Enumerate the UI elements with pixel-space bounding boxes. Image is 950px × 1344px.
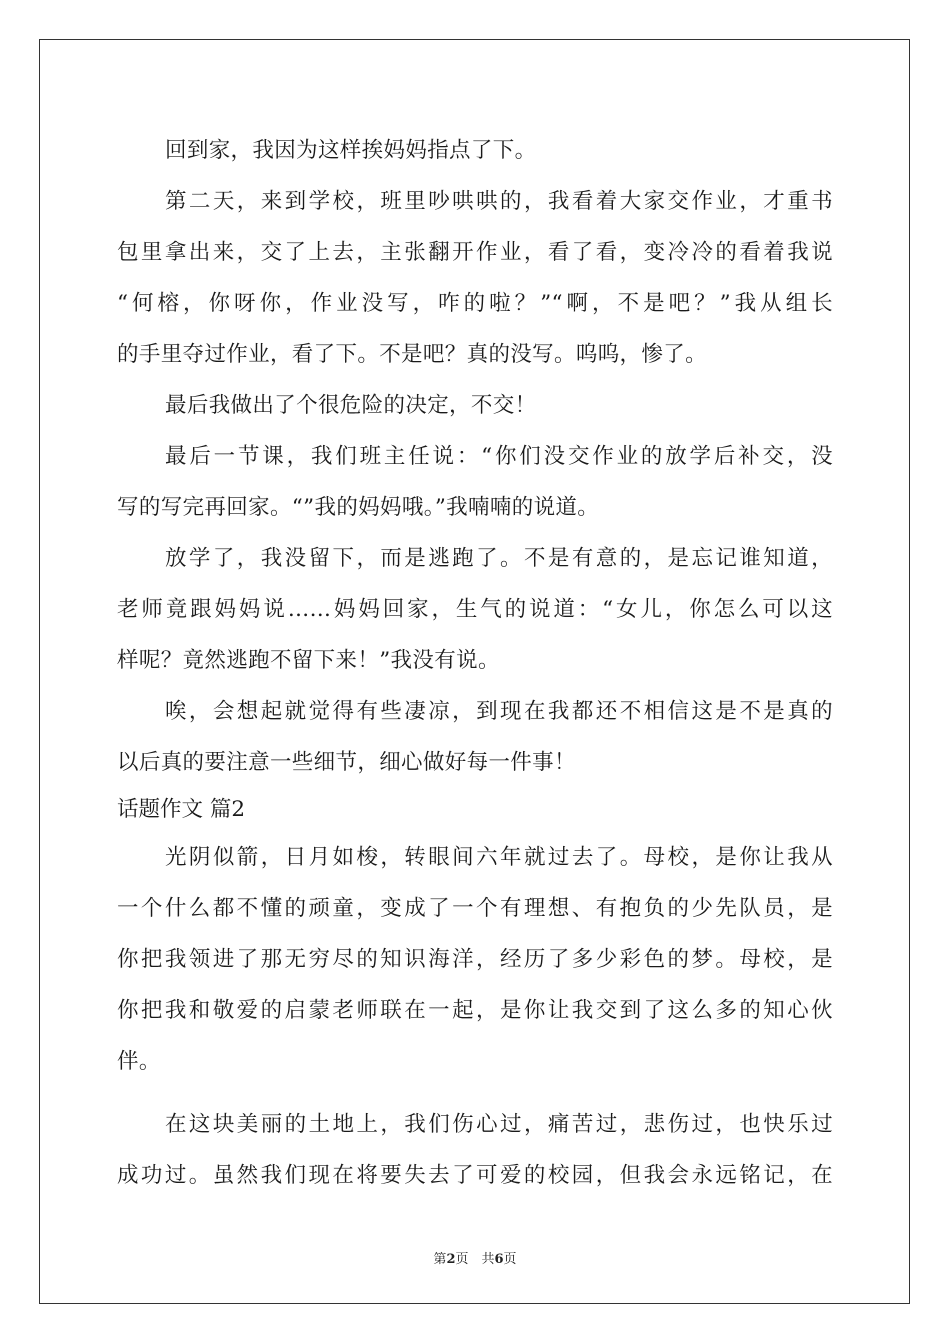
document-body: [117, 125, 833, 1201]
essay2-paragraph-1-line-3: 你把我领进了那无穷尽的知识海洋，经历了多少彩色的梦。母校，是: [117, 947, 833, 972]
paragraph-5-line-3: 样呢？竟然逃跑不留下来！”我没有说。: [117, 648, 500, 673]
essay2-paragraph-1-line-5: 伴。: [117, 1049, 161, 1074]
footer-page-current: 2: [446, 1252, 456, 1267]
footer-page-prefix: 第: [433, 1252, 447, 1267]
paragraph-2-line-3: “何榕，你呀你，作业没写，咋的啦？”“啊，不是吧？”我从组长: [117, 291, 833, 316]
paragraph-5-line-2: 老师竟跟妈妈说……妈妈回家，生气的说道：“女儿，你怎么可以这: [117, 597, 833, 622]
footer-page-total: 6: [494, 1252, 504, 1267]
paragraph-6-line-1: 唉，会想起就觉得有些凄凉，到现在我都还不相信这是不是真的: [165, 699, 833, 724]
paragraph-1-line-1: 回到家，我因为这样挨妈妈指点了下。: [165, 138, 537, 163]
section-heading: 话题作文 篇2: [117, 797, 246, 822]
essay2-paragraph-1-line-1: 光阴似箭，日月如梭，转眼间六年就过去了。母校，是你让我从: [165, 845, 833, 870]
essay2-paragraph-1-line-4: 你把我和敬爱的启蒙老师联在一起，是你让我交到了这么多的知心伙: [117, 998, 833, 1023]
paragraph-4-line-2: 写的写完再回家。“”我的妈妈哦。”我喃喃的说道。: [117, 495, 600, 520]
paragraph-5-line-1: 放学了，我没留下，而是逃跑了。不是有意的，是忘记谁知道，: [165, 546, 833, 571]
paragraph-2-line-2: 包里拿出来，交了上去，主张翻开作业，看了看，变冷冷的看着我说: [117, 240, 833, 265]
essay2-paragraph-1-line-2: 一个什么都不懂的顽童，变成了一个有理想、有抱负的少先队员，是: [117, 896, 833, 921]
page-footer: [0, 1248, 950, 1267]
paragraph-2-line-4: 的手里夺过作业，看了下。不是吧？真的没写。呜呜，惨了。: [117, 342, 707, 367]
paragraph-6-line-2: 以后真的要注意一些细节，细心做好每一件事！: [117, 750, 576, 775]
essay2-paragraph-2-line-1: 在这块美丽的土地上，我们伤心过，痛苦过，悲伤过，也快乐过: [165, 1112, 833, 1137]
footer-page-mid: 页 共: [455, 1252, 495, 1267]
paragraph-3-line-1: 最后我做出了个很危险的决定，不交！: [165, 393, 537, 418]
paragraph-4-line-1: 最后一节课，我们班主任说：“你们没交作业的放学后补交，没: [165, 444, 833, 469]
paragraph-2-line-1: 第二天，来到学校，班里吵哄哄的，我看着大家交作业，才重书: [165, 189, 833, 214]
essay2-paragraph-2-line-2: 成功过。虽然我们现在将要失去了可爱的校园，但我会永远铭记，在: [117, 1163, 833, 1188]
footer-page-suffix: 页: [503, 1252, 517, 1267]
